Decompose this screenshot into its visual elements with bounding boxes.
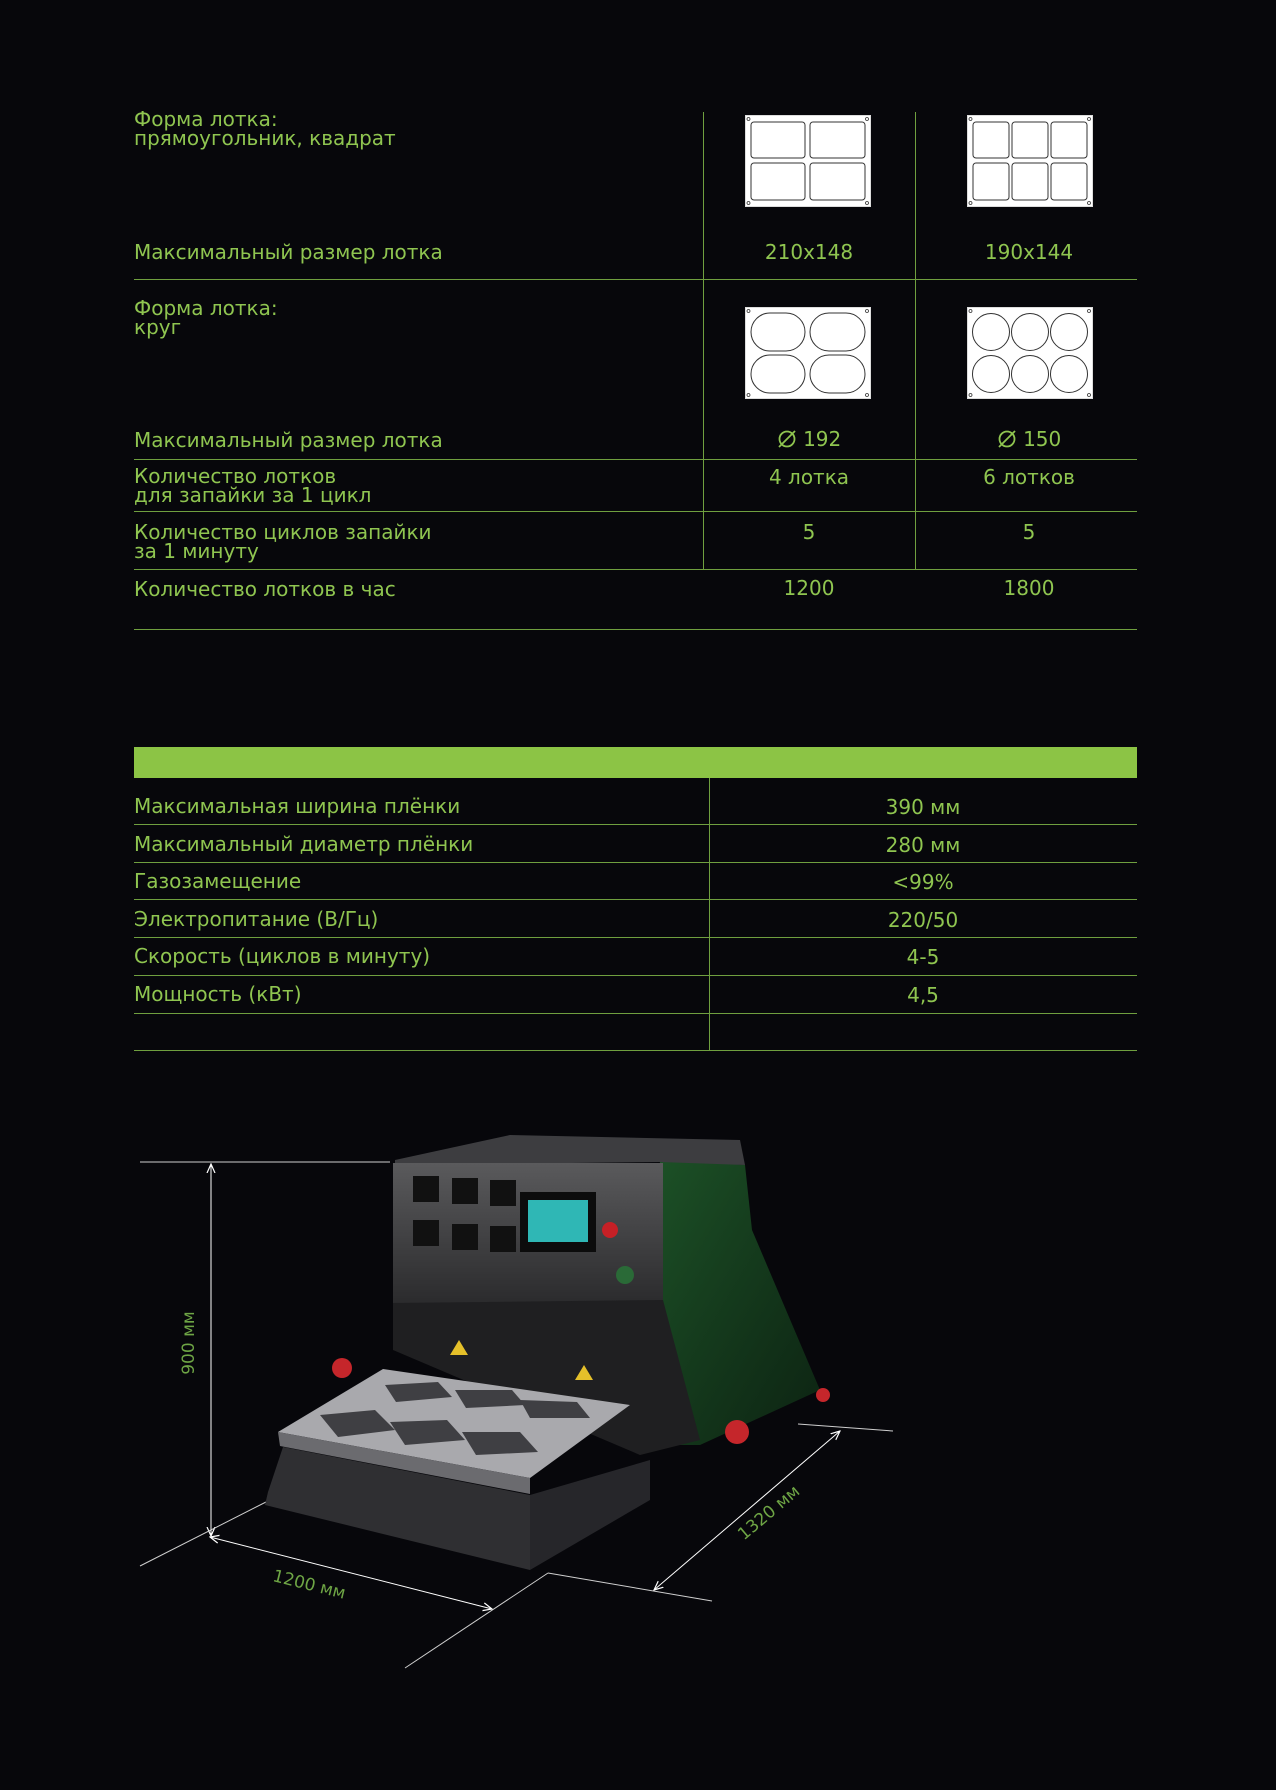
row-divider: [134, 975, 1137, 976]
row-divider: [134, 899, 1137, 900]
row-divider: [134, 1013, 1137, 1014]
spec-value: 4-5: [906, 945, 940, 969]
trays-per-cycle-value-2: 6 лотков: [983, 465, 1075, 489]
trays-per-hour-value-1: 1200: [783, 576, 835, 600]
row-divider: [134, 824, 1137, 825]
rect-size-value-2: 190x144: [984, 240, 1074, 264]
diameter-icon: [777, 429, 797, 449]
height-dimension: [169, 1311, 209, 1375]
cycles-per-minute-value-1: 5: [802, 520, 816, 544]
diameter-icon: [997, 429, 1017, 449]
height-label: 900 мм: [179, 1311, 199, 1375]
spec-label: Мощность (кВт): [134, 982, 302, 1006]
trays-per-hour-value-2: 1800: [1003, 576, 1055, 600]
spec-value: 280 мм: [885, 833, 961, 857]
rect-size-value-1: 210x148: [764, 240, 854, 264]
column-divider: [915, 112, 916, 569]
tray-4-rounded-icon: [745, 307, 871, 399]
spec-label: Газозамещение: [134, 869, 302, 893]
row-divider: [134, 862, 1137, 863]
trays-per-cycle-label: Количество лотков для запайки за 1 цикл: [134, 464, 372, 507]
rect-shape-label: Форма лотка: прямоугольник, квадрат: [134, 107, 396, 150]
spec-label: Электропитание (В/Гц): [134, 907, 379, 931]
row-divider: [134, 569, 1137, 570]
round-size-label: Максимальный размер лотка: [134, 428, 443, 452]
machine-illustration: [0, 1120, 1276, 1680]
row-divider: [134, 511, 1137, 512]
cycles-per-minute-value-2: 5: [1022, 520, 1036, 544]
width-label: 1200 мм: [270, 1566, 348, 1604]
cycles-per-minute-label: Количество циклов запайки за 1 минуту: [134, 520, 432, 563]
row-divider: [134, 279, 1137, 280]
trays-per-hour-label: Количество лотков в час: [134, 577, 396, 601]
column-divider: [703, 112, 704, 569]
spec-value: 4,5: [907, 983, 939, 1007]
spec-label: Максимальный диаметр плёнки: [134, 832, 474, 856]
round-shape-label: Форма лотка: круг: [134, 296, 278, 339]
spec-value: 390 мм: [885, 795, 961, 819]
spec-value: 220/50: [887, 908, 959, 932]
round-size-value-2: 150: [915, 427, 1143, 451]
tray-6-rectangles-icon: [967, 115, 1093, 207]
tray-4-rectangles-icon: [745, 115, 871, 207]
table-header-bar: [134, 747, 1137, 778]
spec-value: <99%: [892, 870, 954, 894]
tray-6-circles-icon: [967, 307, 1093, 399]
table-bottom-rule: [134, 629, 1137, 630]
spec-label: Максимальная ширина плёнки: [134, 794, 461, 818]
spec-label: Скорость (циклов в минуту): [134, 944, 431, 968]
row-divider: [134, 459, 1137, 460]
row-divider: [134, 937, 1137, 938]
table-bottom-rule: [134, 1050, 1137, 1051]
round-size-value-1: 192: [703, 427, 915, 451]
rect-size-label: Максимальный размер лотка: [134, 240, 443, 264]
depth-label: 1320 мм: [734, 1481, 805, 1545]
trays-per-cycle-value-1: 4 лотка: [768, 465, 850, 489]
